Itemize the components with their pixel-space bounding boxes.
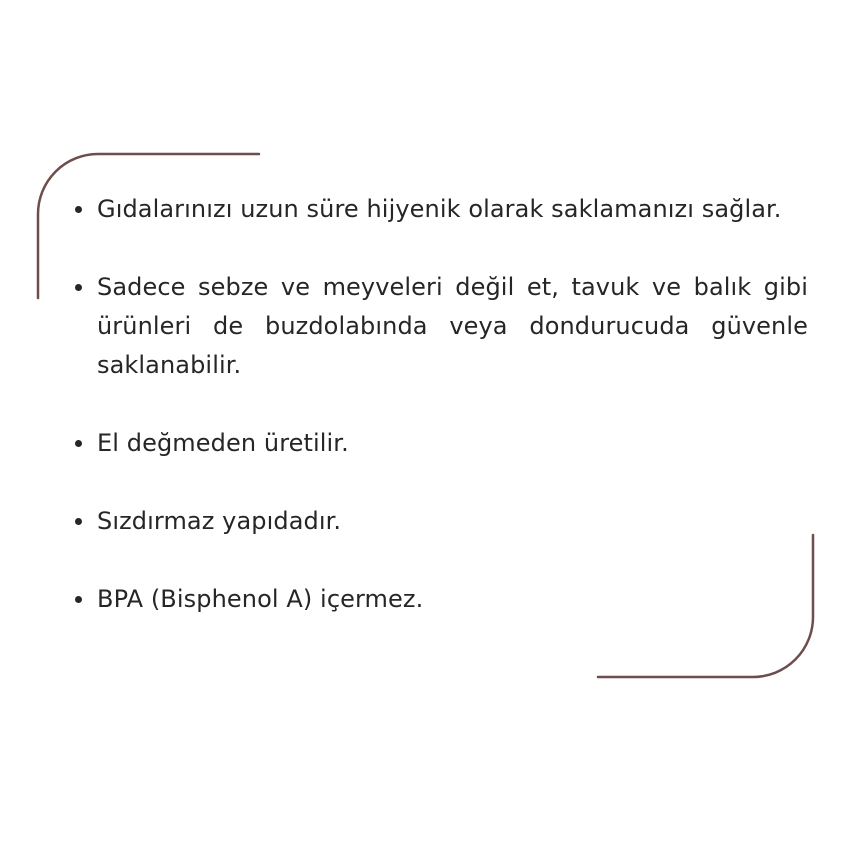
- list-item: [73, 580, 808, 619]
- feature-list: [73, 190, 808, 619]
- bullet-icon: [75, 596, 82, 603]
- list-item: [73, 268, 808, 385]
- list-item-text: BPA (Bisphenol A) içermez.: [97, 585, 424, 613]
- list-item-text: Gıdalarınızı uzun süre hijyenik olarak saklamanızı sağlar.: [97, 195, 782, 223]
- list-item: [73, 190, 808, 229]
- list-item: [73, 424, 808, 463]
- list-item-text: Sızdırmaz yapıdadır.: [97, 507, 342, 535]
- list-item-text: El değmeden üretilir.: [97, 429, 349, 457]
- bullet-icon: [75, 440, 82, 447]
- bullet-icon: [75, 284, 82, 291]
- list-item-text: Sadece sebze ve meyveleri değil et, tavuk ve balık gibi ürünleri de buzdolabında veya dondurucuda güvenle saklanabilir.: [97, 273, 808, 379]
- bullet-icon: [75, 206, 82, 213]
- bullet-icon: [75, 518, 82, 525]
- list-item: [73, 502, 808, 541]
